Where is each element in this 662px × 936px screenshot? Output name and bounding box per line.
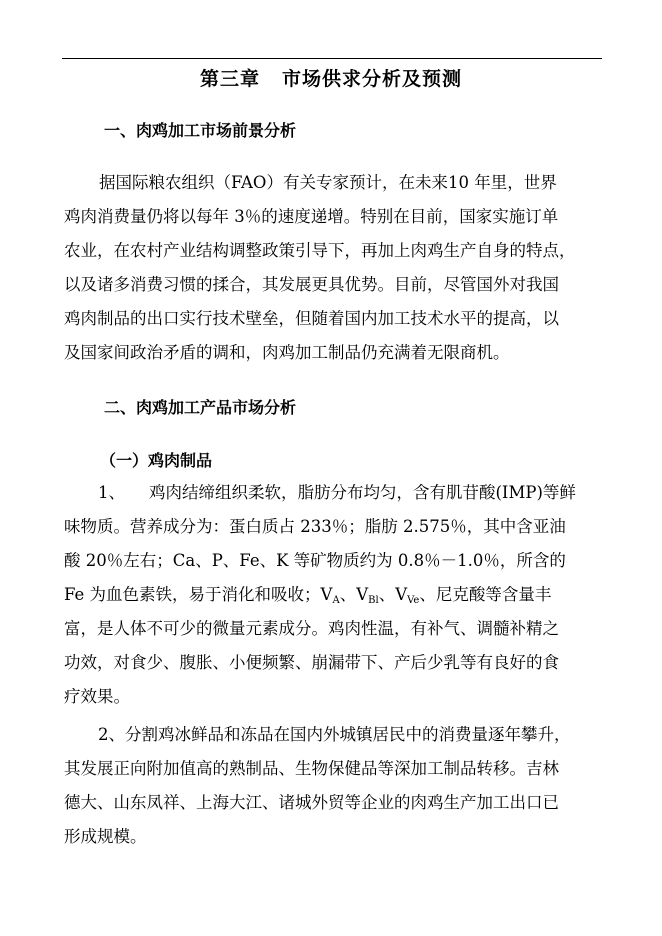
s1-line-1: 据国际粮农组织（FAO）有关专家预计，在未来10 年里，世界 bbox=[99, 173, 557, 192]
chapter-title bbox=[0, 64, 662, 91]
s1-line-5: 鸡肉制品的出口实行技术壁垒，但随着国内加工技术水平的提高，以 bbox=[64, 309, 559, 328]
sub-ve: Ve bbox=[407, 595, 420, 606]
chapter-label: 第三章 bbox=[199, 68, 260, 90]
p2-line-3: 德大、山东凤祥、上海大江、诸城外贸等企业的肉鸡生产加工出口已 bbox=[64, 793, 559, 812]
s1-line-4: 以及诸多消费习惯的揉合，其发展更具优势。目前，尽管国外对我国 bbox=[64, 275, 559, 294]
s1-line-6: 及国家间政治矛盾的调和，肉鸡加工制品仍充满着无限商机。 bbox=[64, 343, 510, 362]
p1-number: 1、 bbox=[98, 483, 125, 502]
p1-l4-c: 、V bbox=[378, 585, 408, 604]
s1-line-3: 农业，在农村产业结构调整政策引导下，再加上肉鸡生产自身的特点， bbox=[64, 241, 576, 260]
p1-line-6: 功效，对食少、腹胀、小便频繁、崩漏带下、产后少乳等有良好的食 bbox=[64, 653, 559, 672]
p1-line-4 bbox=[64, 584, 551, 612]
p1-line-5: 富，是人体不可少的微量元素成分。鸡肉性温，有补气、调髓补精之 bbox=[64, 619, 559, 638]
section2-heading: 二、肉鸡加工产品市场分析 bbox=[104, 398, 297, 417]
p1-l4-b: 、V bbox=[339, 585, 369, 604]
p1-line-3: 酸 20％左右；Ca、P、Fe、K 等矿物质约为 0.8％－1.0％，所含的 bbox=[64, 551, 566, 570]
sub-a: A bbox=[332, 595, 340, 606]
p1-l4-d: 、尼克酸等含量丰 bbox=[419, 585, 552, 604]
p1-first: 鸡肉结缔组织柔软，脂肪分布均匀，含有肌苷酸(IMP)等鲜 bbox=[149, 483, 576, 502]
p2-line-1: 2、分割鸡冰鲜品和冻品在国内外城镇居民中的消费量逐年攀升， bbox=[98, 725, 571, 744]
p1-line-2: 味物质。营养成分为：蛋白质占 233％；脂肪 2.575％，其中含亚油 bbox=[64, 517, 566, 536]
section1-heading: 一、肉鸡加工市场前景分析 bbox=[104, 121, 297, 140]
subsection1-heading: （一）鸡肉制品 bbox=[100, 451, 213, 470]
p2-line-2: 其发展正向附加值高的熟制品、生物保健品等深加工制品转移。吉林 bbox=[64, 759, 559, 778]
sub-bl: Bl bbox=[368, 595, 379, 606]
p1-line-7: 疗效果。 bbox=[64, 687, 130, 706]
s1-line-2: 鸡肉消费量仍将以每年 3％的速度递增。特别在目前，国家实施订单 bbox=[64, 207, 559, 226]
p1-l4-a: Fe 为血色素铁，易于消化和吸收；V bbox=[64, 585, 333, 604]
header-rule bbox=[62, 58, 602, 59]
chapter-name: 市场供求分析及预测 bbox=[282, 68, 463, 90]
p1-line-1 bbox=[98, 482, 576, 504]
p2-line-4: 形成规模。 bbox=[64, 827, 147, 846]
